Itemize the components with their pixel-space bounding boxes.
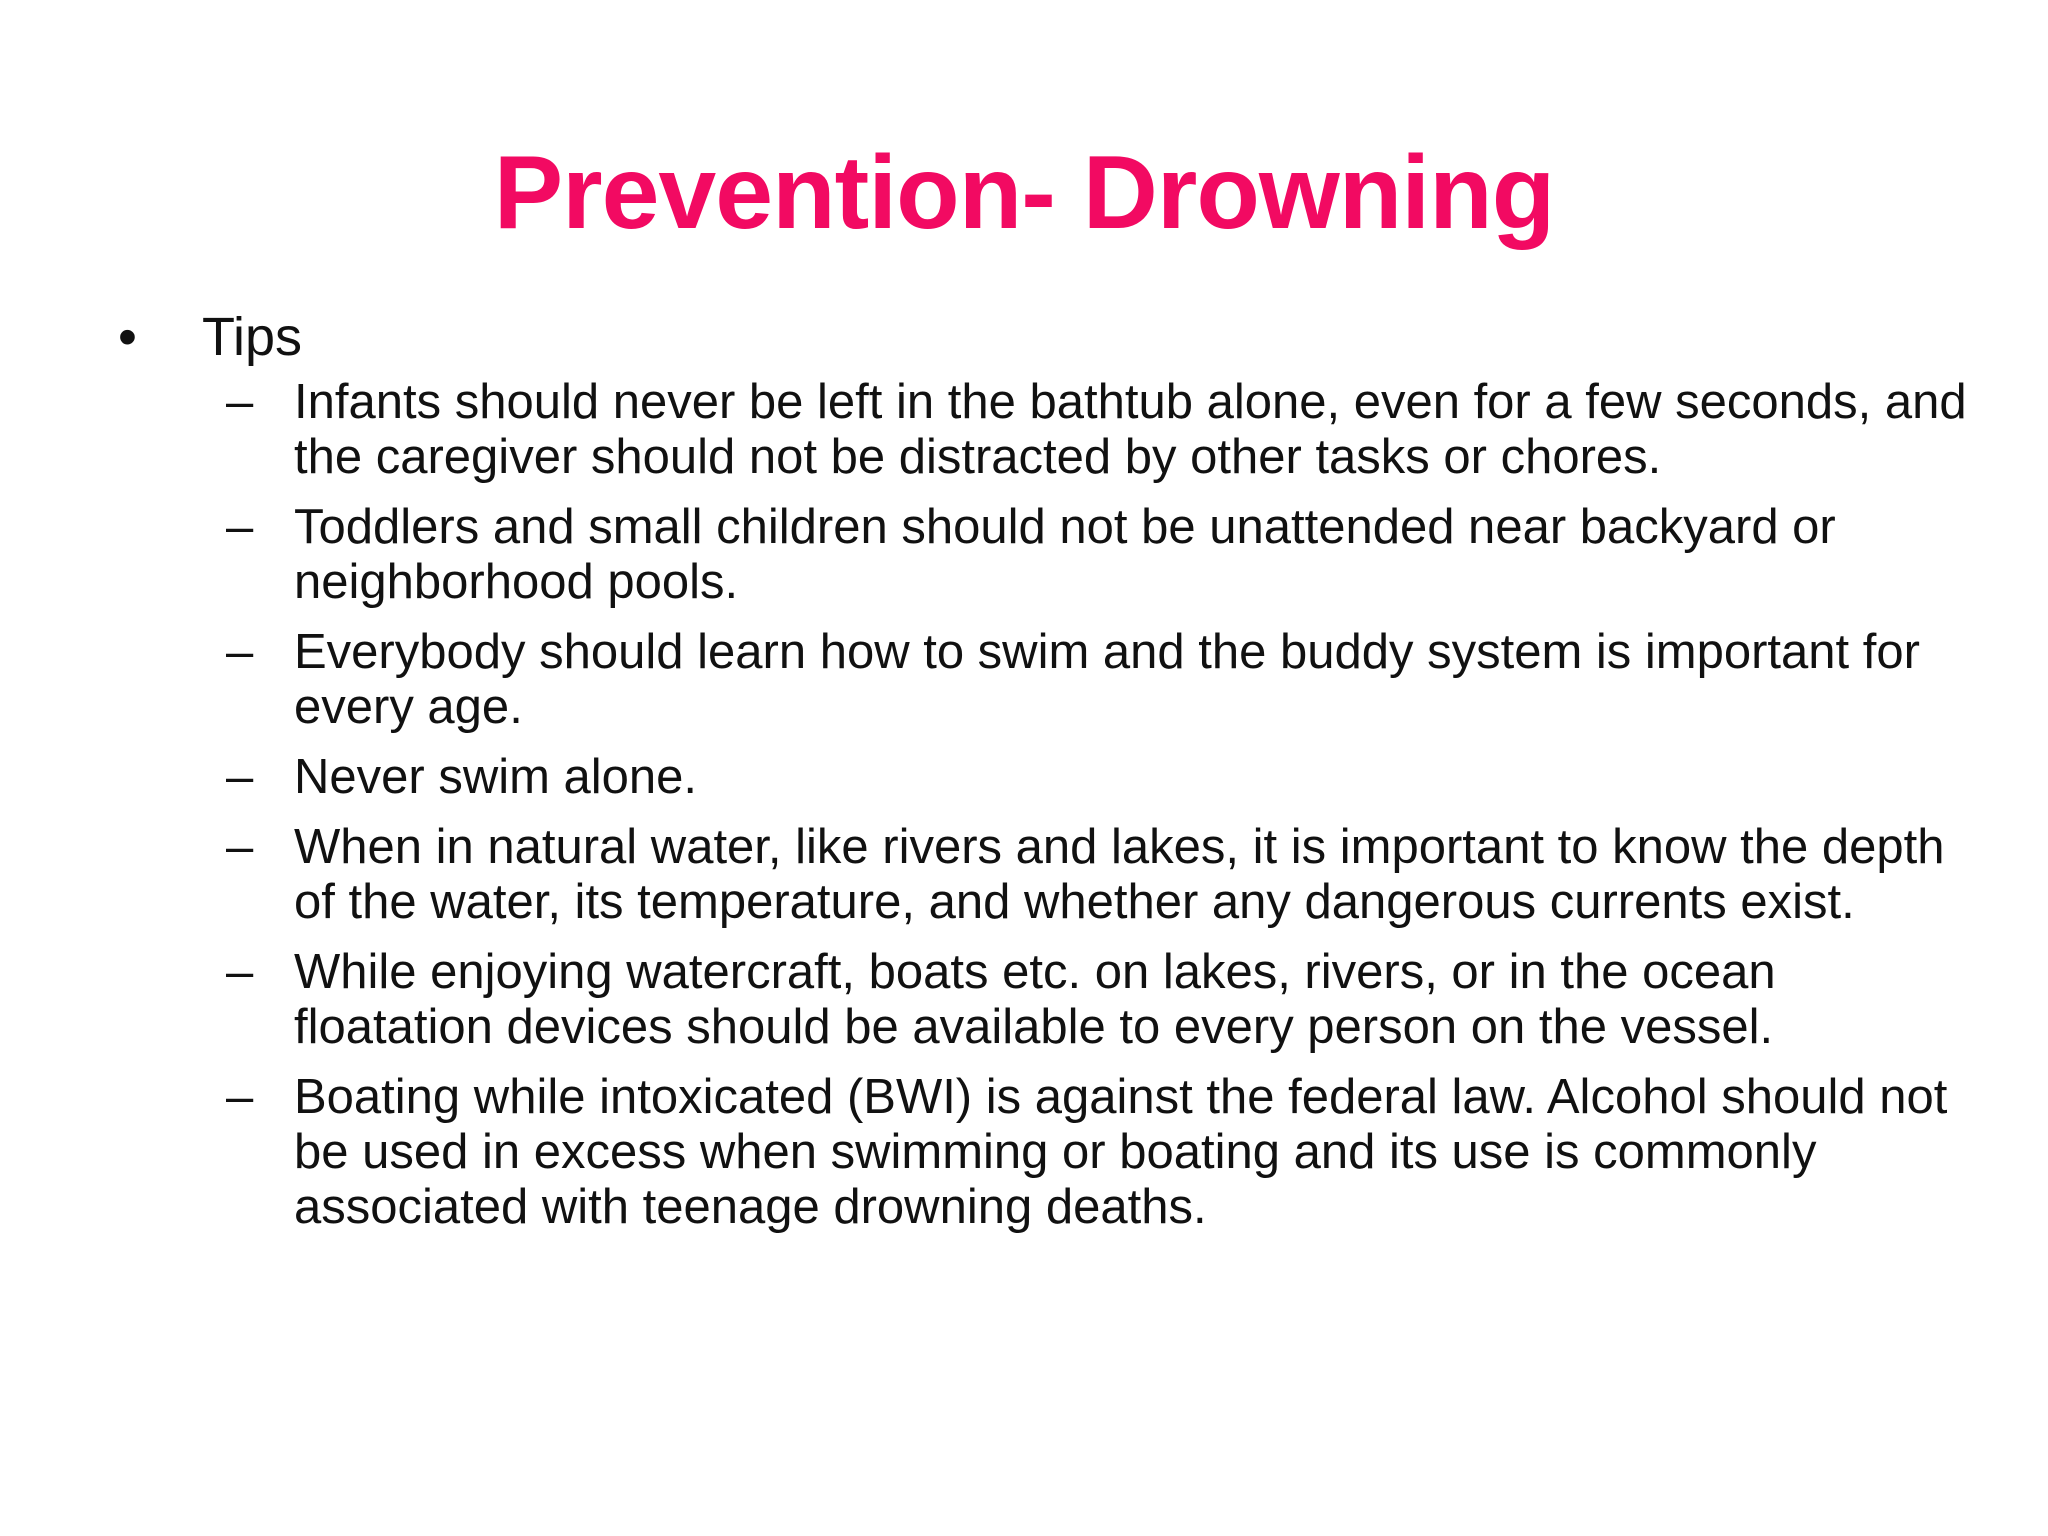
tip-text: When in natural water, like rivers and lakes, it is important to know the depth of the water, its temperature, and whether any dangerous currents exist. (294, 820, 1945, 929)
tip-text: Infants should never be left in the bathtub alone, even for a few seconds, and the caregiver should not be distracted by other tasks or chores. (294, 375, 1967, 484)
list-item (118, 625, 1978, 735)
slide-title: Prevention- Drowning (493, 135, 1555, 251)
slide-content (118, 305, 1978, 1250)
list-item (118, 1070, 1978, 1235)
list-item (118, 945, 1978, 1055)
dash-bullet-icon: – (226, 625, 254, 679)
tip-text: Everybody should learn how to swim and the buddy system is important for every age. (294, 625, 1920, 734)
list-item (118, 375, 1978, 485)
tip-text: While enjoying watercraft, boats etc. on lakes, rivers, or in the ocean floatation devices should be available to every person on the vessel. (294, 945, 1776, 1054)
list-item (118, 820, 1978, 930)
list-item (118, 500, 1978, 610)
tips-list (118, 375, 1978, 1235)
bullet-dot-icon: • (118, 307, 137, 367)
bullet-tips (118, 305, 1978, 369)
dash-bullet-icon: – (226, 500, 254, 554)
dash-bullet-icon: – (226, 1070, 254, 1124)
tip-text: Toddlers and small children should not be unattended near backyard or neighborhood pools. (294, 500, 1836, 609)
dash-bullet-icon: – (226, 820, 254, 874)
tip-text: Boating while intoxicated (BWI) is against the federal law. Alcohol should not be used in excess when swimming or boating and its use is commonly associated with teenage drowning deaths. (294, 1070, 1948, 1234)
dash-bullet-icon: – (226, 945, 254, 999)
dash-bullet-icon: – (226, 375, 254, 429)
list-item (118, 750, 1978, 805)
tip-text: Never swim alone. (294, 750, 698, 804)
dash-bullet-icon: – (226, 750, 254, 804)
bullet-label: Tips (202, 307, 303, 367)
